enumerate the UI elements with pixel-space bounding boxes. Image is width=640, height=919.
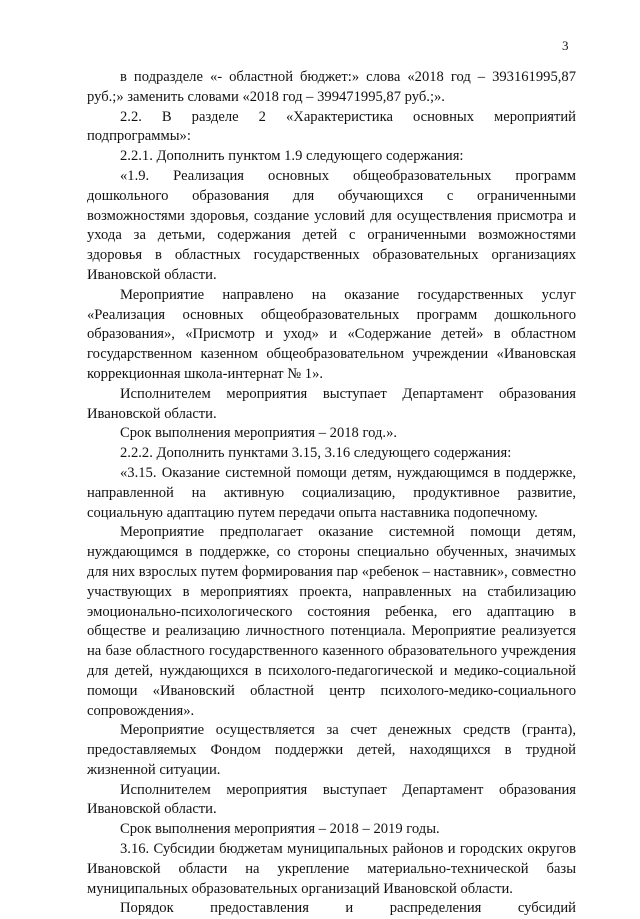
paragraph: «3.15. Оказание системной помощи детям, нуждающимся в поддержке, направленной на активную социализацию, продуктивное развитие, социальную адаптацию путем передачи опыта наставника подопечному. (87, 464, 576, 521)
paragraph: Исполнителем мероприятия выступает Департамент образования Ивановской области. (87, 781, 576, 818)
page-number: 3 (562, 38, 569, 53)
paragraph: Срок выполнения мероприятия – 2018 год.». (120, 425, 398, 442)
paragraph: в подразделе «- областной бюджет:» слова «2018 год – 393161995,87 руб.;» заменить словами «2018 год – 399471995,87 руб.;». (87, 69, 576, 105)
paragraph: 3.16. Субсидии бюджетам муниципальных районов и городских округов Ивановской области на укрепление материально-технической базы муниципальных образовательных организаций Ивановской области. (87, 841, 576, 897)
paragraph: Мероприятие направлено на оказание государственных услуг «Реализация основных общеобразовательных программ дошкольного образования», «Присмотр и уход» и «Содержание детей» в областном государственном казенном общеобразовательном учреждении «Ивановская коррекционная школа-интернат № 1». (87, 286, 576, 382)
document-body (87, 68, 576, 919)
paragraph: Мероприятие осуществляется за счет денежных средств (гранта), предоставляемых Фондом поддержки детей, находящихся в трудной жизненной ситуации. (87, 722, 576, 778)
paragraph: 2.2. В разделе 2 «Характеристика основных мероприятий подпрограммы»: (87, 108, 576, 145)
paragraph: Исполнителем мероприятия выступает Департамент образования Ивановской области. (87, 385, 576, 422)
paragraph: 2.2.2. Дополнить пунктами 3.15, 3.16 следующего содержания: (120, 445, 512, 462)
paragraph: Порядок предоставления и распределения субсидий (120, 900, 576, 917)
paragraph: Срок выполнения мероприятия – 2018 – 2019 годы. (120, 821, 440, 838)
paragraph: 2.2.1. Дополнить пунктом 1.9 следующего содержания: (120, 148, 464, 165)
paragraph: Мероприятие предполагает оказание системной помощи детям, нуждающимся в поддержке, со стороны специально обученных, значимых для них взрослых путем формирования пар «ребенок – наставник», совместно участвующих в мероприятиях проекта, направленных на стабилизацию эмоционально-психологического состояния ребенка, его адаптацию в обществе и реализацию личностного потенциала. Мероприятие реализуется на базе областного государственного казенного образовательного учреждения для детей, нуждающихся в психолого-педагогической и медико-социальной помощи «Ивановский областной центр психолого-медико-социального сопровождения». (87, 524, 576, 719)
paragraph: «1.9. Реализация основных общеобразовательных программ дошкольного образования для обучающихся с ограниченными возможностями здоровья, создание условий для осуществления присмотра и ухода за детьми, содержания детей с ограниченными возможностями здоровья в областных государственных образовательных организациях Ивановской области. (87, 167, 576, 283)
